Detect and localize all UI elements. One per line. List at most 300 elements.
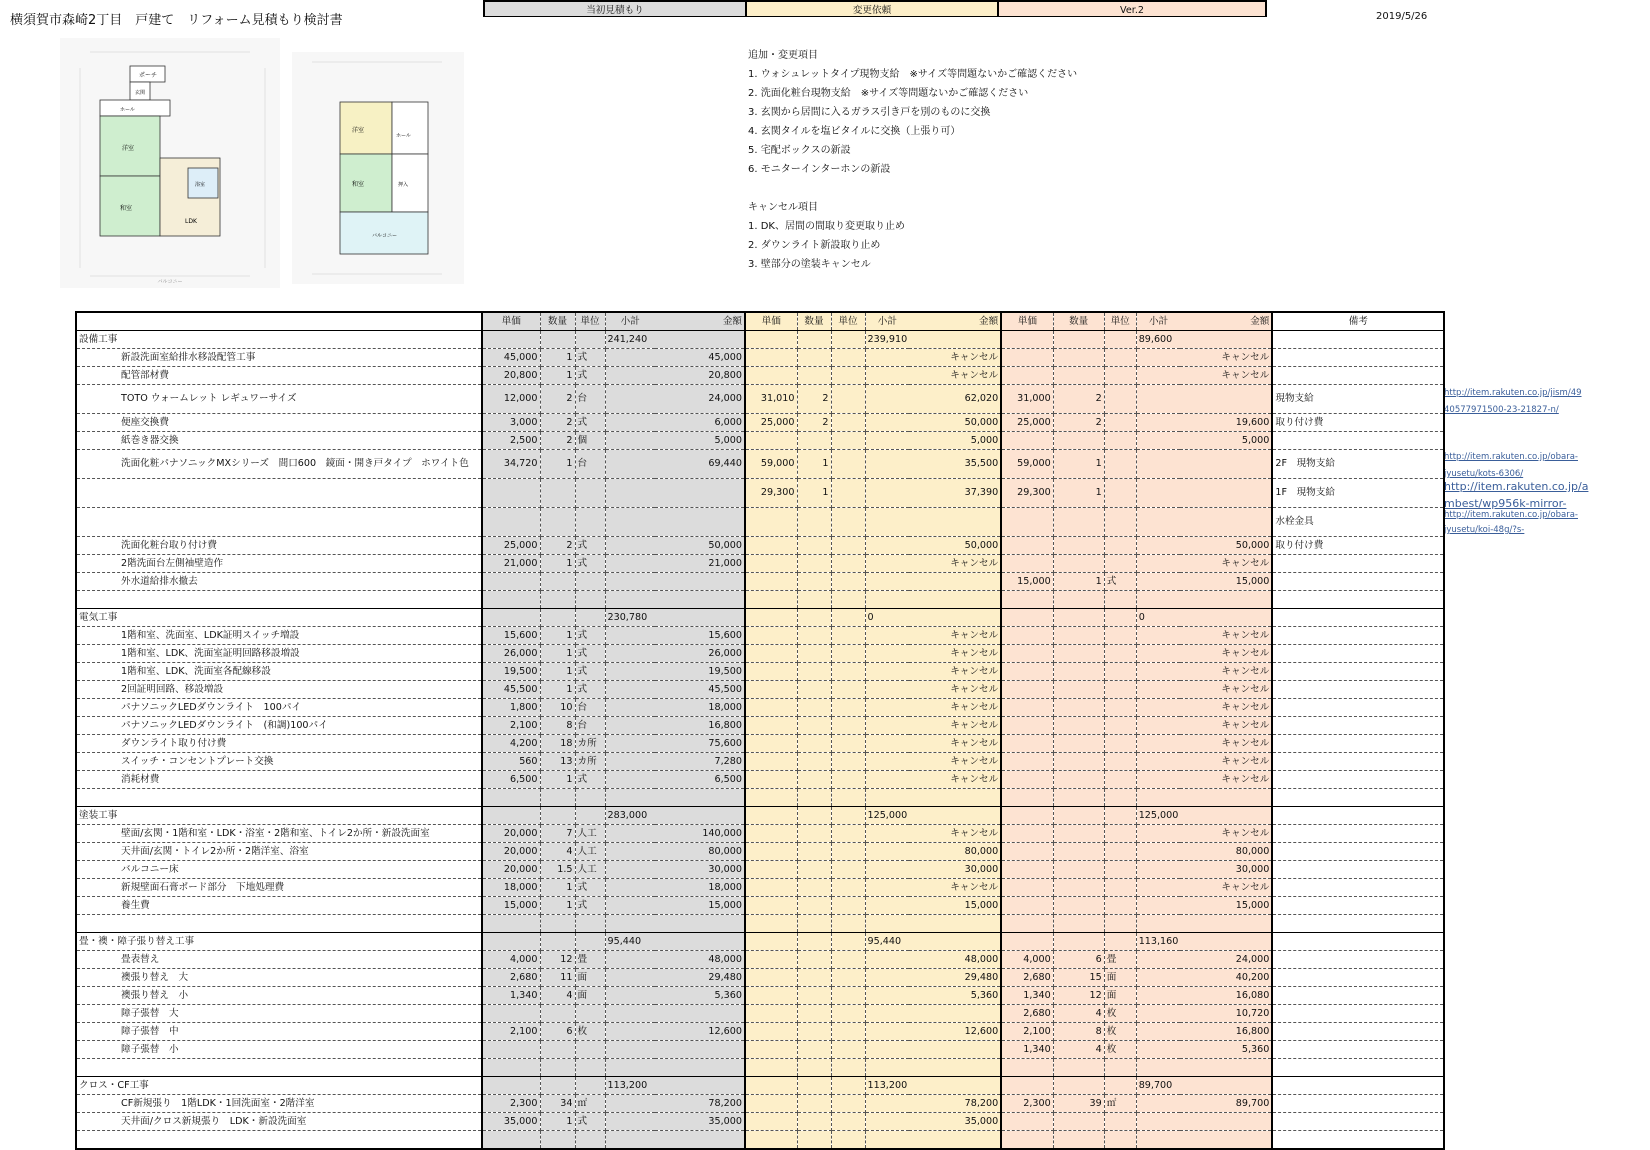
table-row (76, 537, 1444, 555)
subtotal (865, 825, 909, 843)
subtotal (605, 987, 655, 1005)
qty (797, 753, 831, 771)
amount (1180, 1059, 1272, 1077)
amount (909, 591, 1001, 609)
remarks (1272, 735, 1444, 753)
table-row (76, 735, 1444, 753)
item-name: 便座交換費 (76, 414, 482, 432)
amount: 5,360 (1180, 1041, 1272, 1059)
amount: 20,800 (655, 367, 745, 385)
qty: 2 (1053, 414, 1104, 432)
qty (1053, 627, 1104, 645)
unit (1104, 367, 1136, 385)
remarks (1272, 969, 1444, 987)
unit-price (1001, 915, 1053, 933)
unit-price (745, 609, 797, 627)
column-header-unit-price: 単価 (1001, 312, 1053, 331)
unit-price (745, 753, 797, 771)
subtotal (865, 1095, 909, 1113)
unit-price (482, 573, 540, 591)
subtotal: 239,910 (865, 331, 909, 349)
qty: 8 (540, 717, 575, 735)
unit (575, 508, 605, 537)
amount (1180, 385, 1272, 414)
subtotal (1136, 555, 1180, 573)
unit (831, 1005, 865, 1023)
qty (1053, 609, 1104, 627)
qty (797, 349, 831, 367)
unit: 台 (575, 699, 605, 717)
subtotal (865, 1041, 909, 1059)
subtotal (865, 879, 909, 897)
qty (1053, 735, 1104, 753)
item-name: 新規壁面石膏ボード部分 下地処理費 (76, 879, 482, 897)
unit-price: 15,000 (482, 897, 540, 915)
qty (797, 1095, 831, 1113)
subtotal: 230,780 (605, 609, 655, 627)
item-name: 壁面/玄関・1階和室・LDK・浴室・2階和室、トイレ2か所・新設洗面室 (76, 825, 482, 843)
unit (831, 753, 865, 771)
subtotal (605, 717, 655, 735)
unit-price: 6,500 (482, 771, 540, 789)
unit (1104, 843, 1136, 861)
column-header-qty: 数量 (540, 312, 575, 331)
qty: 7 (540, 825, 575, 843)
unit: 式 (575, 1113, 605, 1131)
unit-price (745, 735, 797, 753)
item-name (76, 508, 482, 537)
link-faucet-1[interactable]: http://item.rakuten.co.jp/obara- (1444, 510, 1578, 520)
subtotal (865, 508, 909, 537)
link-vanity-1[interactable]: http://item.rakuten.co.jp/obara- (1444, 452, 1578, 462)
amount: 15,000 (1180, 573, 1272, 591)
amount: 30,000 (655, 861, 745, 879)
plan2-label-japanese: 和室 (352, 181, 365, 188)
plan1-label-hall: ホール (120, 107, 135, 113)
unit (831, 479, 865, 508)
unit-price (745, 771, 797, 789)
remarks (1272, 879, 1444, 897)
unit-price (745, 432, 797, 450)
remarks: 取り付け費 (1272, 537, 1444, 555)
unit: 畳 (575, 951, 605, 969)
subtotal (1136, 1041, 1180, 1059)
subtotal: 89,700 (1136, 1077, 1180, 1095)
amount: 12,600 (909, 1023, 1001, 1041)
group-header-original: 当初見積もり (483, 0, 747, 17)
item-name: 紙巻き器交換 (76, 432, 482, 450)
unit-price (1001, 789, 1053, 807)
subtotal (865, 1023, 909, 1041)
item-name: 消耗材費 (76, 771, 482, 789)
qty (797, 861, 831, 879)
unit-price (1001, 897, 1053, 915)
unit (831, 1131, 865, 1150)
unit-price (1001, 861, 1053, 879)
unit (831, 432, 865, 450)
unit-price (1001, 555, 1053, 573)
unit (575, 1131, 605, 1150)
amount (909, 1041, 1001, 1059)
unit-price (1001, 771, 1053, 789)
table-row (76, 969, 1444, 987)
subtotal (605, 663, 655, 681)
remarks: 現物支給 (1272, 385, 1444, 414)
remarks (1272, 933, 1444, 951)
qty: 2 (797, 385, 831, 414)
qty (1053, 331, 1104, 349)
unit (575, 479, 605, 508)
item-name: バルコニー床 (76, 861, 482, 879)
unit (1104, 735, 1136, 753)
amount: 40,200 (1180, 969, 1272, 987)
unit (1104, 627, 1136, 645)
amount: キャンセル (909, 555, 1001, 573)
column-header-amount: 金額 (1180, 312, 1272, 331)
amount: 45,000 (655, 349, 745, 367)
qty (540, 573, 575, 591)
unit-price (745, 1131, 797, 1150)
unit (831, 367, 865, 385)
subtotal (1136, 1023, 1180, 1041)
subtotal: 113,200 (605, 1077, 655, 1095)
amount: 80,000 (909, 843, 1001, 861)
qty (797, 627, 831, 645)
subtotal (605, 1005, 655, 1023)
qty (797, 969, 831, 987)
qty (797, 367, 831, 385)
unit-price (745, 591, 797, 609)
subtotal (865, 753, 909, 771)
add-item: 6. モニターインターホンの新設 (748, 164, 891, 175)
subtotal (865, 969, 909, 987)
table-row (76, 479, 1444, 508)
qty (797, 1023, 831, 1041)
unit (831, 450, 865, 479)
amount: キャンセル (909, 717, 1001, 735)
unit (575, 331, 605, 349)
link-faucet-2[interactable]: jyusetu/koi-48g/?s- (1444, 525, 1525, 535)
category-row (76, 609, 1444, 627)
column-header-unit: 単位 (831, 312, 865, 331)
link-mirror-1[interactable]: http://item.rakuten.co.jp/a (1444, 480, 1589, 493)
table-row (76, 1095, 1444, 1113)
unit (1104, 1131, 1136, 1150)
qty: 1.5 (540, 861, 575, 879)
unit-price: 35,000 (482, 1113, 540, 1131)
table-row (76, 432, 1444, 450)
unit: 式 (575, 367, 605, 385)
subtotal (605, 843, 655, 861)
amount: キャンセル (1180, 367, 1272, 385)
unit (1104, 771, 1136, 789)
unit-price (745, 987, 797, 1005)
amount: 24,000 (655, 385, 745, 414)
amount: 16,080 (1180, 987, 1272, 1005)
unit-price: 20,000 (482, 843, 540, 861)
unit-price: 34,720 (482, 450, 540, 479)
qty (797, 699, 831, 717)
unit-price (1001, 591, 1053, 609)
unit-price (745, 627, 797, 645)
amount: 48,000 (655, 951, 745, 969)
subtotal (605, 627, 655, 645)
amount (909, 789, 1001, 807)
qty: 1 (540, 771, 575, 789)
item-name: ダウンライト取り付け費 (76, 735, 482, 753)
amount (655, 331, 745, 349)
amount: 50,000 (655, 537, 745, 555)
remarks (1272, 789, 1444, 807)
unit-price (745, 717, 797, 735)
unit-price (1001, 843, 1053, 861)
qty: 1 (797, 450, 831, 479)
amount (655, 789, 745, 807)
subtotal (865, 479, 909, 508)
plan1-label-balcony: バルコニー (157, 279, 183, 285)
qty (1053, 555, 1104, 573)
amount: 7,280 (655, 753, 745, 771)
unit-price: 20,800 (482, 367, 540, 385)
subtotal (605, 508, 655, 537)
table-row (76, 645, 1444, 663)
qty (797, 663, 831, 681)
subtotal (1136, 367, 1180, 385)
link-mirror-2[interactable]: mbest/wp956k-mirror- (1444, 497, 1567, 510)
link-toto-1[interactable]: http://item.rakuten.co.jp/jism/49 (1444, 388, 1582, 398)
remarks (1272, 897, 1444, 915)
qty: 6 (540, 1023, 575, 1041)
item-name: 1階和室、LDK、洗面室各配線移設 (76, 663, 482, 681)
column-header-name (76, 312, 482, 331)
subtotal (1136, 699, 1180, 717)
qty (797, 897, 831, 915)
unit (831, 663, 865, 681)
amount (909, 915, 1001, 933)
qty (1053, 789, 1104, 807)
subtotal (865, 349, 909, 367)
amount: 50,000 (909, 414, 1001, 432)
remarks (1272, 843, 1444, 861)
qty: 13 (540, 753, 575, 771)
unit-price: 1,340 (1001, 1041, 1053, 1059)
column-header-row (76, 312, 1444, 331)
table-row (76, 555, 1444, 573)
unit-price (482, 1077, 540, 1095)
amount: 6,000 (655, 414, 745, 432)
link-vanity-2[interactable]: jyusetu/kots-6306/ (1444, 469, 1524, 479)
remarks (1272, 1041, 1444, 1059)
table-row (76, 771, 1444, 789)
subtotal (865, 717, 909, 735)
amount (1180, 807, 1272, 825)
unit-price (745, 807, 797, 825)
qty (540, 789, 575, 807)
qty: 2 (1053, 385, 1104, 414)
unit (575, 573, 605, 591)
subtotal (1136, 915, 1180, 933)
amount (655, 479, 745, 508)
remarks (1272, 663, 1444, 681)
unit-price: 3,000 (482, 414, 540, 432)
item-name: 1階和室、洗面室、LDK証明スイッチ増設 (76, 627, 482, 645)
subtotal (865, 843, 909, 861)
unit: カ所 (575, 753, 605, 771)
qty: 4 (540, 843, 575, 861)
item-name: 洗面化粧台取り付け費 (76, 537, 482, 555)
table-row (76, 951, 1444, 969)
subtotal (605, 879, 655, 897)
remarks (1272, 699, 1444, 717)
qty (797, 807, 831, 825)
link-toto-2[interactable]: 40577971500-23-21827-n/ (1444, 405, 1559, 415)
unit-price: 560 (482, 753, 540, 771)
subtotal (1136, 537, 1180, 555)
subtotal (865, 1113, 909, 1131)
unit: 面 (575, 969, 605, 987)
amount: 140,000 (655, 825, 745, 843)
amount (1180, 933, 1272, 951)
table-row (76, 681, 1444, 699)
table-row (76, 861, 1444, 879)
subtotal: 113,200 (865, 1077, 909, 1095)
table-row (76, 663, 1444, 681)
unit: 式 (575, 879, 605, 897)
unit (831, 861, 865, 879)
qty: 1 (540, 645, 575, 663)
unit-price: 2,500 (482, 432, 540, 450)
amount: 78,200 (655, 1095, 745, 1113)
qty (797, 681, 831, 699)
amount: 30,000 (909, 861, 1001, 879)
qty (797, 843, 831, 861)
subtotal: 283,000 (605, 807, 655, 825)
subtotal (605, 1131, 655, 1150)
unit-price (482, 1005, 540, 1023)
unit-price (482, 591, 540, 609)
qty: 15 (1053, 969, 1104, 987)
amount: キャンセル (909, 681, 1001, 699)
qty (797, 609, 831, 627)
amount: 16,800 (655, 717, 745, 735)
add-item: 3. 玄関から居間に入るガラス引き戸を別のものに交換 (748, 107, 991, 118)
remarks (1272, 367, 1444, 385)
qty (797, 915, 831, 933)
subtotal (605, 385, 655, 414)
qty: 1 (540, 1113, 575, 1131)
qty (797, 573, 831, 591)
subtotal (605, 753, 655, 771)
subtotal (1136, 414, 1180, 432)
item-name: 配管部材費 (76, 367, 482, 385)
subtotal (1136, 1095, 1180, 1113)
column-header-subtotal: 小計 (865, 312, 909, 331)
unit: 式 (575, 537, 605, 555)
qty: 1 (540, 897, 575, 915)
unit (575, 1059, 605, 1077)
table-row (76, 825, 1444, 843)
remarks: 2F 現物支給 (1272, 450, 1444, 479)
amount (909, 1077, 1001, 1095)
subtotal (865, 555, 909, 573)
amount (909, 1005, 1001, 1023)
qty: 39 (1053, 1095, 1104, 1113)
subtotal (1136, 479, 1180, 508)
qty: 1 (1053, 573, 1104, 591)
unit: 式 (575, 897, 605, 915)
qty: 11 (540, 969, 575, 987)
cancel-item: 1. DK、居間の間取り変更取り止め (748, 221, 905, 232)
subtotal (605, 1113, 655, 1131)
table-row (76, 1041, 1444, 1059)
amount: 10,720 (1180, 1005, 1272, 1023)
unit: 台 (575, 450, 605, 479)
qty (797, 1005, 831, 1023)
item-name: 2回証明回路、移設増設 (76, 681, 482, 699)
amount (655, 591, 745, 609)
unit (575, 1041, 605, 1059)
subtotal (605, 432, 655, 450)
table-row (76, 508, 1444, 537)
unit-price (1001, 933, 1053, 951)
cancel-items-title: キャンセル項目 (748, 202, 818, 213)
unit (831, 555, 865, 573)
subtotal (1136, 1059, 1180, 1077)
subtotal (1136, 969, 1180, 987)
plan1-label-japanese: 和室 (120, 205, 133, 212)
qty (797, 1131, 831, 1150)
unit-price: 2,300 (1001, 1095, 1053, 1113)
table-row (76, 717, 1444, 735)
qty (797, 645, 831, 663)
table-row (76, 879, 1444, 897)
unit (1104, 933, 1136, 951)
qty: 1 (540, 450, 575, 479)
unit (831, 807, 865, 825)
column-header-qty: 数量 (1053, 312, 1104, 331)
subtotal (1136, 681, 1180, 699)
amount: キャンセル (1180, 663, 1272, 681)
amount: キャンセル (1180, 349, 1272, 367)
unit: 式 (575, 555, 605, 573)
qty: 1 (1053, 479, 1104, 508)
amount: 50,000 (1180, 537, 1272, 555)
amount: 21,000 (655, 555, 745, 573)
subtotal (865, 897, 909, 915)
unit-price: 2,100 (1001, 1023, 1053, 1041)
qty (540, 1077, 575, 1095)
category-name: 電気工事 (76, 609, 482, 627)
amount: 69,440 (655, 450, 745, 479)
subtotal (865, 1131, 909, 1150)
qty (1053, 843, 1104, 861)
qty (1053, 681, 1104, 699)
unit (831, 717, 865, 735)
amount: キャンセル (1180, 645, 1272, 663)
qty (797, 735, 831, 753)
qty: 1 (1053, 450, 1104, 479)
amount: キャンセル (909, 753, 1001, 771)
qty: 18 (540, 735, 575, 753)
subtotal (605, 537, 655, 555)
amount (1180, 1113, 1272, 1131)
qty (797, 789, 831, 807)
table-row (76, 897, 1444, 915)
qty (797, 1041, 831, 1059)
unit-price: 4,000 (482, 951, 540, 969)
item-name: 障子張替 中 (76, 1023, 482, 1041)
amount: キャンセル (1180, 771, 1272, 789)
